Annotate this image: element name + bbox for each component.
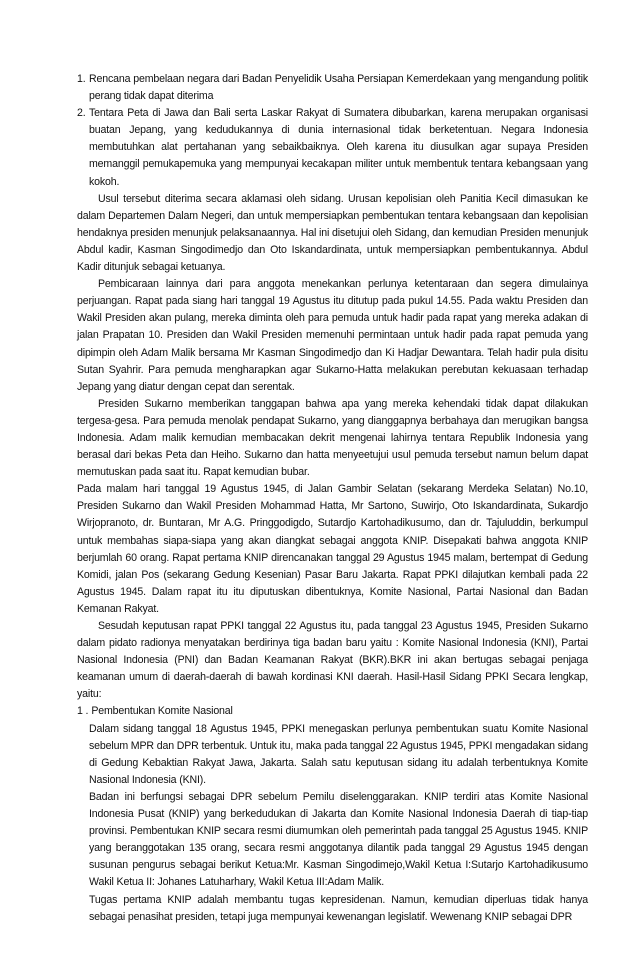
list-number: 1.	[77, 73, 86, 85]
paragraph: Pada malam hari tanggal 19 Agustus 1945, di Jalan Gambir Selatan (sekarang Merdeka Selatan) No.10, Presiden Sukarno dan Wakil Presiden Mohammad Hatta, Mr Sartono, Suwirjo, Oto Iskandardinata, Sukardjo Wirjopranoto, dr. Buntaran, Mr A.G. Pringgodigdo, Sutardjo Kartohadikusumo, dan dr. Tajuluddin, berkumpul untuk membahas siapa-siapa yang akan diangkat sebagai anggota KNIP. Disepakati bahwa anggota KNIP berjumlah 60 orang. Rapat pertama KNIP direncanakan tanggal 29 Agustus 1945 malam, bertempat di Gedung Komidi, jalan Pos (sekarang Gedung Kesenian) Pasar Baru Jakarta. Rapat PPKI dilajutkan kembali pada 22 Agustus 1945. Dalam rapat itu itu diputuskan dibentuknya, Komite Nasional, Partai Nasional dan Badan Kemanan Rakyat.	[77, 483, 588, 615]
list-item	[77, 105, 588, 190]
paragraph: Badan ini berfungsi sebagai DPR sebelum Pemilu diselenggarakan. KNIP terdiri atas Komite Nasional Indonesia Pusat (KNIP) yang berkedudukan di Jakarta dan Komite Nasional Indonesia Daerah di tiap-tiap provinsi. Pembentukan KNIP secara resmi diumumkan oleh pemerintah pada tanggal 25 Agustus 1945. KNIP yang beranggotakan 135 orang, secara resmi anggotanya dilantik pada tanggal 29 Agustus 1945 dengan susunan pengurus sebagai berikut Ketua:Mr. Kasman Singodimejo,Wakil Ketua I:Sutarjo Kartohadikusumo Wakil Ketua II: Johanes Latuharhary, Wakil Ketua III:Adam Malik.	[89, 790, 588, 889]
paragraph: Presiden Sukarno memberikan tanggapan bahwa apa yang mereka kehendaki tidak dapat dilakukan tergesa-gesa. Para pemuda menolak pendapat Sukarno, yang dianggapnya berbahaya dan merugikan bangsa Indonesia. Adam malik kemudian membacakan dekrit mengenai lahirnya tentara Republik Indonesia yang berasal dari bekas Peta dan Heiho. Sukarno dan hatta menyeetujui usul pemuda tersebut namun belum dapat memutuskan pada saat itu. Rapat kemudian bubar.	[77, 397, 588, 479]
paragraph: Dalam sidang tanggal 18 Agustus 1945, PPKI menegaskan perlunya pembentukan suatu Komite Nasional sebelum MPR dan DPR terbentuk. Untuk itu, maka pada tanggal 22 Agustus 1945, PPKI mengadakan sidang di Gedung Kebaktian Rakyat Jawa, Jakarta. Salah satu keputusan sidang itu adalah terbentuknya Komite Nasional Indonesia (KNI).	[89, 722, 588, 786]
section-heading	[77, 703, 588, 720]
section-title: Pembentukan Komite Nasional	[91, 705, 233, 718]
list-text: Rencana pembelaan negara dari Badan Penyelidik Usaha Persiapan Kemerdekaan yang mengandung politik perang tidak dapat diterima	[89, 73, 588, 103]
section-body	[77, 721, 588, 926]
list-number: 2.	[77, 107, 86, 120]
section-number: 1 .	[77, 705, 89, 718]
list-item	[77, 71, 588, 105]
paragraph: Sesudah keputusan rapat PPKI tanggal 22 Agustus itu, pada tanggal 23 Agustus 1945, Presiden Sukarno dalam pidato radionya menyatakan berdirinya tiga badan baru yaitu : Komite Nasional Indonesia (KNI), Partai Nasional Indonesia (PNI) dan Badan Keamanan Rakyat (BKR).BKR ini akan bertugas sebagai penjaga keamanan umum di daerah-daerah di bawah kordinasi KNI daerah. Hasil-Hasil Sidang PPKI Secara lengkap, yaitu:	[77, 620, 588, 701]
paragraph: Usul tersebut diterima secara aklamasi oleh sidang. Urusan kepolisian oleh Panitia Kecil dimasukan ke dalam Departemen Dalam Negeri, dan untuk mempersiapkan pembentukan tentara kebangsaan dan kepolisian hendaknya presiden menunjuk pelaksanaannya. Hal ini disetujui oleh Sidang, dan kemudian Presiden menunjuk Abdul kadir, Kasman Singodimedjo dan Oto Iskandardinata, untuk mempersiapkan pembentukannya. Abdul Kadir ditunjuk sebagai ketuanya.	[77, 192, 588, 274]
document-body	[77, 71, 588, 926]
paragraph: Tugas pertama KNIP adalah membantu tugas kepresidenan. Namun, kemudian diperluas tidak hanya sebagai penasihat presiden, tetapi juga mempunyai kewenangan legislatif. Wewenang KNIP sebagai DPR	[89, 893, 588, 923]
paragraph: Pembicaraan lainnya dari para anggota menekankan perlunya ketentaraan dan segera dimulainya perjuangan. Rapat pada siang hari tanggal 19 Agustus itu ditutup pada pukul 14.55. Pada waktu Presiden dan Wakil Presiden akan pulang, mereka diminta oleh para pemuda untuk hadir pada rapat yang mereka adakan di jalan Prapatan 10. Presiden dan Wakil Presiden memenuhi permintaan untuk hadir pada rapat pemuda yang dipimpin oleh Adam Malik bersama Mr Kasman Singodimedjo dan Ki Hadjar Dewantara. Telah hadir pula disitu Sutan Syahrir. Para pemuda mengharapkan agar Sukarno-Hatta melakukan perebutan kekuasaan terhadap Jepang yang diatur dengan cepat dan serentak.	[77, 278, 588, 393]
list-text: Tentara Peta di Jawa dan Bali serta Laskar Rakyat di Sumatera dibubarkan, karena merupakan organisasi buatan Jepang, yang kedudukannya di dunia internasional tidak berketentuan. Negara Indonesia membutuhkan alat pertahanan yang sebaikbaiknya. Oleh karena itu diusulkan agar supaya Presiden memanggil pemukapemuka yang mempunyai kecakapan militer untuk membentuk tentara kebangsaan yang kokoh.	[89, 107, 588, 188]
